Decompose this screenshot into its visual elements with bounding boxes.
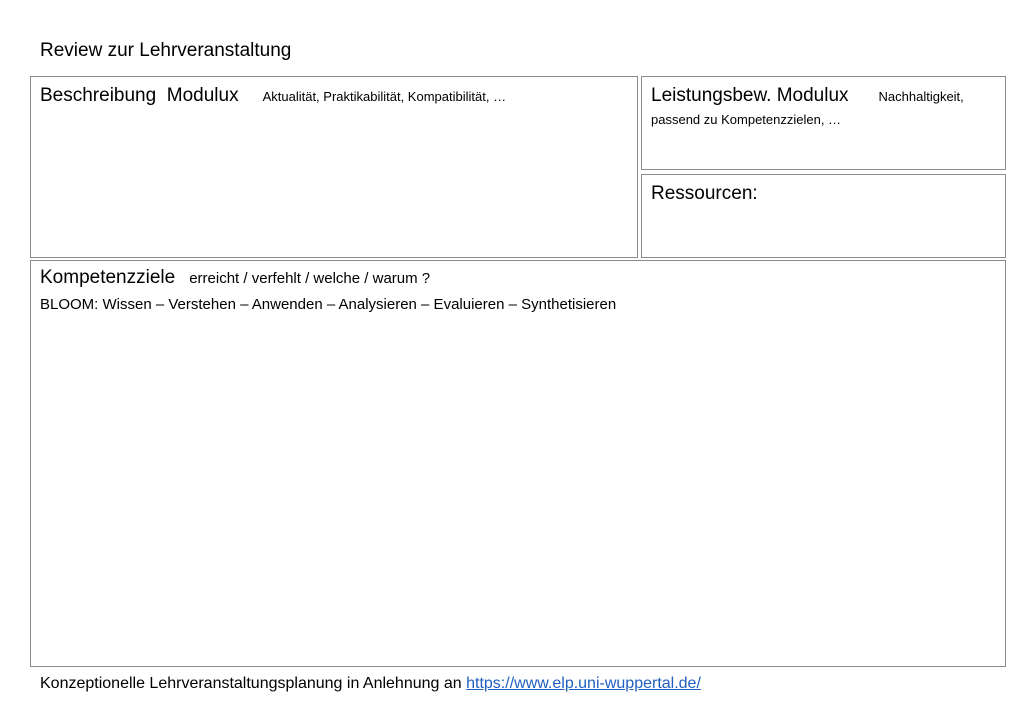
kompetenzziele-section[interactable] — [30, 260, 1006, 667]
leistung-hint-line1: Nachhaltigkeit, — [878, 89, 964, 104]
beschreibung-hint: Aktualität, Praktikabilität, Kompatibilität, … — [262, 89, 507, 104]
beschreibung-heading: Beschreibung Modulux — [40, 85, 239, 106]
page-title: Review zur Lehrveranstaltung — [40, 40, 292, 61]
leistung-heading: Leistungsbew. Modulux — [651, 85, 849, 106]
kompetenz-hint: erreicht / verfehlt / welche / warum ? — [189, 270, 431, 287]
leistung-heading-row — [651, 85, 964, 107]
leistungsbewertung-section[interactable] — [641, 76, 1006, 170]
footer — [40, 675, 701, 693]
ressourcen-heading: Ressourcen: — [651, 183, 758, 204]
footer-link[interactable]: https://www.elp.uni-wuppertal.de/ — [466, 675, 701, 692]
beschreibung-heading-row — [40, 85, 506, 107]
footer-text: Konzeptionelle Lehrveranstaltungsplanung in Anlehnung an — [40, 675, 467, 692]
bloom-taxonomy-line: BLOOM: Wissen – Verstehen – Anwenden – Analysieren – Evaluieren – Synthetisieren — [40, 296, 617, 313]
beschreibung-section[interactable] — [30, 76, 638, 258]
ressourcen-section[interactable] — [641, 174, 1006, 258]
kompetenz-heading-row — [40, 267, 430, 289]
leistung-hint-line2: passend zu Kompetenzzielen, … — [651, 112, 842, 127]
kompetenz-heading: Kompetenzziele — [40, 267, 176, 288]
